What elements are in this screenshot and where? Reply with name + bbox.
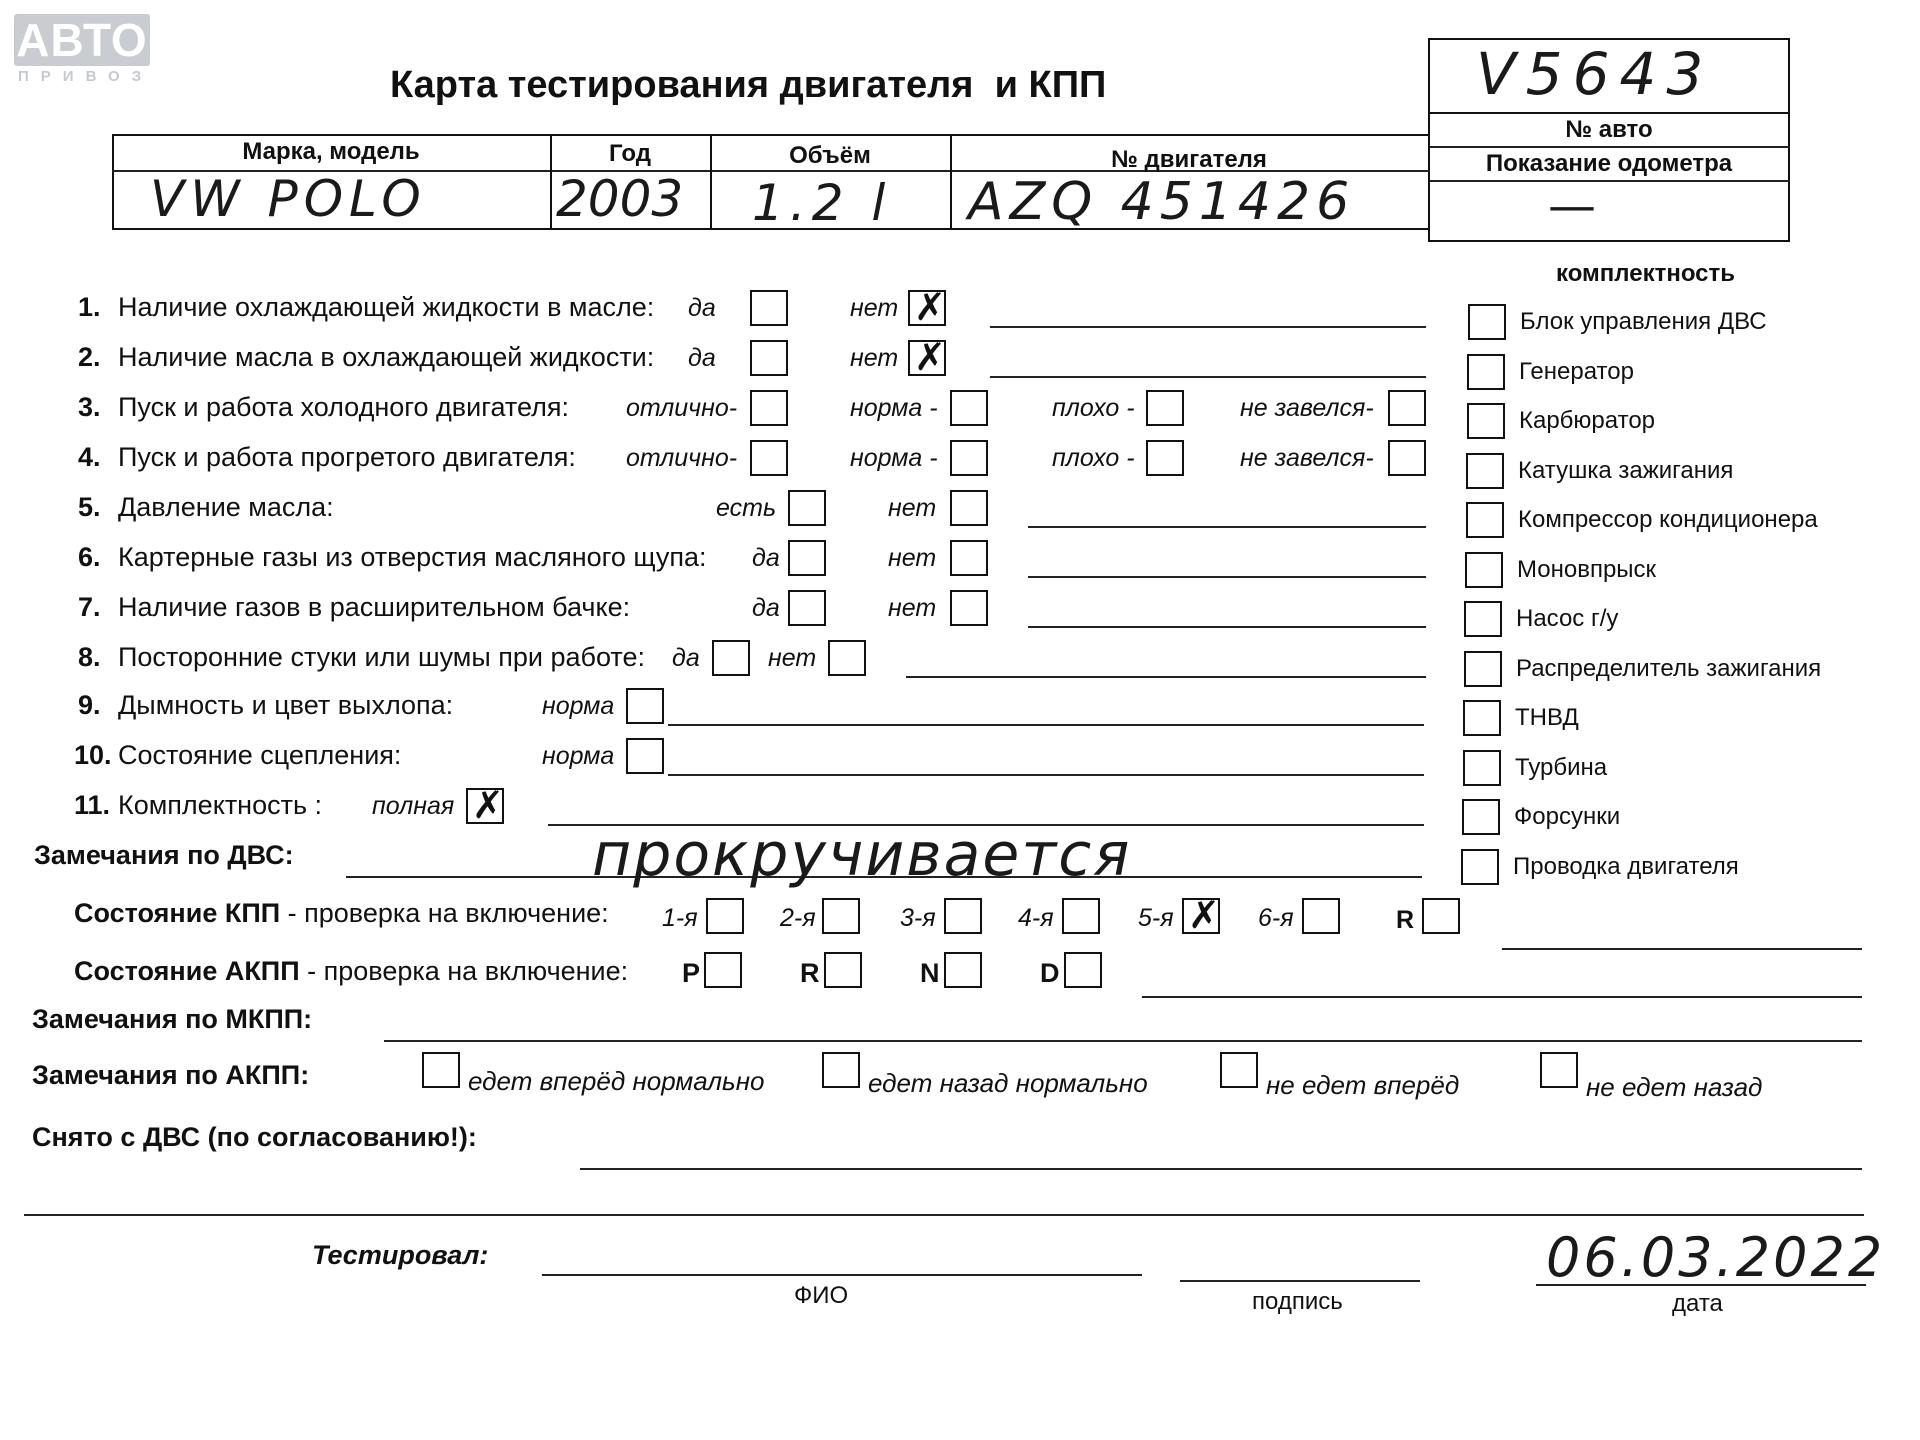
question-option-label: отлично- [626, 444, 738, 472]
question-option-checkbox[interactable] [788, 540, 826, 576]
question-option-label: отлично- [626, 394, 738, 422]
answer-line [1028, 526, 1426, 528]
engine-remarks-label: Замечания по ДВС: [34, 840, 294, 870]
question-option-label: есть [716, 494, 777, 522]
question-option-label: норма [542, 692, 615, 720]
question-option-checkbox[interactable] [750, 340, 788, 376]
odometer-divider [1428, 180, 1790, 182]
akpp-label [74, 956, 628, 987]
question-option-label: плохо - [1052, 394, 1135, 422]
akpp-gear-label: R [800, 958, 820, 988]
value-year: 2003 [556, 170, 684, 228]
car-number-label: № авто [1565, 116, 1653, 143]
question-option-label: да [688, 344, 716, 372]
question-option-label: норма - [850, 444, 938, 472]
question-option-checkbox[interactable] [1388, 440, 1426, 476]
akpp-remark-checkbox[interactable] [1220, 1052, 1258, 1088]
question-number: 9. [78, 690, 101, 720]
akpp-label-rest: - проверка на включение: [299, 956, 629, 986]
question-number: 10. [74, 740, 112, 770]
logo [14, 14, 150, 66]
question-option-checkbox[interactable] [908, 335, 946, 379]
bottom-divider [24, 1214, 1864, 1216]
page-title: Карта тестирования двигателя и КПП [390, 64, 1107, 106]
question-option-label: нет [850, 344, 899, 372]
question-option-checkbox[interactable] [1146, 390, 1184, 426]
value-volume: 1.2 l [752, 174, 892, 232]
question-text: Наличие газов в расширительном бачке: [118, 592, 631, 622]
completeness-item-label: Карбюратор [1519, 407, 1656, 434]
question-text: Дымность и цвет выхлопа: [118, 690, 454, 720]
question-text: Пуск и работа холодного двигателя: [118, 392, 569, 422]
answer-line [668, 774, 1424, 776]
completeness-checkbox[interactable] [1463, 700, 1501, 736]
completeness-item-label: Распределитель зажигания [1516, 654, 1822, 682]
question-option-checkbox[interactable] [1146, 440, 1184, 476]
completeness-checkbox[interactable] [1465, 552, 1503, 588]
question-option-checkbox[interactable] [788, 590, 826, 626]
question-option-checkbox[interactable] [712, 640, 750, 676]
question-option-label: да [752, 544, 780, 572]
question-option-label: нет [888, 594, 937, 622]
engine-remarks-value: прокручивается [592, 820, 1132, 890]
kpp-gear-label: R [1396, 906, 1415, 934]
akpp-gear-label: N [920, 958, 940, 988]
question-option-checkbox[interactable] [950, 440, 988, 476]
question-number: 8. [78, 642, 101, 672]
question-number: 3. [78, 392, 101, 422]
completeness-item-label: Форсунки [1514, 803, 1621, 830]
completeness-item-label: Компрессор кондиционера [1518, 506, 1818, 533]
question-option-checkbox[interactable] [1388, 390, 1426, 426]
akpp-remark-label: едет назад нормально [868, 1068, 1148, 1098]
date-value: 06.03.2022 [1546, 1226, 1886, 1289]
check-mark-icon: ✗ [914, 335, 946, 379]
akpp-gear-checkbox[interactable] [704, 952, 742, 988]
fio-label: ФИО [794, 1282, 849, 1309]
completeness-title: комплектность [1556, 260, 1736, 287]
question-option-label: не завелся- [1240, 444, 1374, 472]
logo-subtext: ПРИВОЗ [18, 68, 154, 85]
question-option-checkbox[interactable] [908, 285, 946, 329]
question-option-checkbox[interactable] [950, 490, 988, 526]
akpp-remark-checkbox[interactable] [422, 1052, 460, 1088]
car-number-value: V5643 [1476, 40, 1714, 108]
question-option-checkbox[interactable] [950, 590, 988, 626]
question-option-checkbox[interactable] [626, 738, 664, 774]
completeness-checkbox[interactable] [1468, 304, 1506, 340]
akpp-gear-checkbox[interactable] [944, 952, 982, 988]
completeness-checkbox[interactable] [1464, 651, 1502, 687]
akpp-remark-label: не едет вперёд [1266, 1070, 1460, 1100]
completeness-checkbox[interactable] [1464, 601, 1502, 637]
completeness-checkbox[interactable] [1463, 750, 1501, 786]
check-mark-icon: ✗ [472, 783, 504, 827]
odometer-divider-top [1428, 146, 1790, 148]
question-number: 7. [78, 592, 101, 622]
question-option-label: нет [768, 644, 817, 672]
question-option-label: плохо - [1052, 444, 1135, 472]
question-number: 4. [78, 442, 101, 472]
question-number: 5. [78, 492, 101, 522]
completeness-item-label: Генератор [1519, 357, 1634, 385]
kpp-gear-label: 4-я [1018, 904, 1054, 932]
kpp-gear-label: 5-я [1138, 904, 1174, 932]
kpp-label [74, 898, 609, 929]
kpp-gear-label: 1-я [662, 904, 698, 932]
kpp-gear-checkbox[interactable] [1302, 898, 1340, 934]
tested-by-label: Тестировал: [312, 1240, 489, 1270]
check-mark-icon: ✗ [914, 285, 946, 329]
question-option-label: полная [372, 792, 455, 820]
question-option-label: нет [888, 494, 937, 522]
question-option-checkbox[interactable] [750, 290, 788, 326]
question-option-label: норма [542, 742, 615, 770]
logo-text: АВТО [16, 14, 148, 66]
odometer-label: Показание одометра [1485, 150, 1733, 177]
question-text: Наличие масла в охлаждающей жидкости: [118, 342, 655, 372]
akpp-remark-checkbox[interactable] [822, 1052, 860, 1088]
akpp-remark-label: едет вперёд нормально [468, 1066, 765, 1096]
value-engine-no: AZQ 451426 [968, 172, 1356, 232]
fio-line [542, 1274, 1142, 1276]
mkpp-remarks-line [384, 1040, 1862, 1042]
removed-label: Снято с ДВС (по согласованию!): [32, 1122, 477, 1152]
question-option-checkbox[interactable] [750, 390, 788, 426]
question-option-checkbox[interactable] [626, 688, 664, 724]
odometer-value: — [1548, 178, 1596, 234]
question-text: Давление масла: [118, 492, 334, 522]
answer-line [990, 376, 1426, 378]
header-col-volume: Объём [789, 142, 871, 169]
completeness-checkbox[interactable] [1462, 799, 1500, 835]
completeness-checkbox[interactable] [1467, 354, 1505, 390]
completeness-checkbox[interactable] [1466, 502, 1504, 538]
akpp-gear-checkbox[interactable] [824, 952, 862, 988]
question-text: Комплектность : [118, 790, 323, 820]
value-model: VW POLO [150, 170, 427, 228]
kpp-gear-label: 3-я [900, 904, 936, 932]
question-option-label: да [752, 594, 780, 622]
date-label: дата [1672, 1290, 1723, 1317]
akpp-line [1142, 996, 1862, 998]
kpp-gear-label: 6-я [1258, 904, 1294, 932]
question-option-checkbox[interactable] [466, 783, 504, 827]
kpp-gear-checkbox[interactable] [1062, 898, 1100, 934]
question-number: 2. [78, 342, 101, 372]
question-text: Посторонние стуки или шумы при работе: [118, 642, 645, 672]
answer-line [990, 326, 1426, 328]
akpp-remarks-label: Замечания по АКПП: [32, 1060, 310, 1090]
question-option-label: нет [850, 294, 899, 322]
akpp-label-bold: Состояние АКПП [74, 956, 300, 986]
completeness-item-label: Насос г/у [1516, 605, 1619, 632]
kpp-gear-checkbox[interactable] [822, 898, 860, 934]
completeness-item-label: Турбина [1515, 753, 1608, 781]
kpp-gear-label: 2-я [780, 904, 816, 932]
question-option-checkbox[interactable] [828, 640, 866, 676]
question-option-label: не завелся- [1240, 394, 1374, 422]
removed-line [580, 1168, 1862, 1170]
header-col-model: Марка, модель [242, 138, 420, 165]
answer-line [1028, 576, 1426, 578]
question-number: 1. [78, 292, 101, 322]
akpp-remark-label: не едет назад [1586, 1072, 1763, 1102]
sign-label: подпись [1252, 1288, 1343, 1315]
completeness-item-label: Блок управления ДВС [1520, 308, 1767, 335]
question-option-checkbox[interactable] [788, 490, 826, 526]
question-option-label: нет [888, 544, 937, 572]
kpp-label-bold: Состояние КПП [74, 898, 281, 928]
kpp-gear-checkbox[interactable] [1422, 898, 1460, 934]
question-option-label: норма - [850, 394, 938, 422]
answer-line [1028, 626, 1426, 628]
kpp-line [1502, 948, 1862, 950]
akpp-gear-label: D [1040, 958, 1060, 988]
header-col-engine-no: № двигателя [1111, 146, 1267, 173]
completeness-item-label: Моновпрыск [1517, 555, 1657, 583]
mkpp-remarks-label: Замечания по МКПП: [32, 1004, 313, 1034]
question-option-checkbox[interactable] [750, 440, 788, 476]
sign-line [1180, 1280, 1420, 1282]
completeness-item-label: Катушка зажигания [1518, 456, 1734, 484]
check-mark-icon: ✗ [1188, 893, 1220, 937]
question-option-label: да [688, 294, 716, 322]
question-option-checkbox[interactable] [950, 390, 988, 426]
kpp-label-rest: - проверка на включение: [280, 898, 609, 928]
question-option-label: да [672, 644, 700, 672]
question-text: Состояние сцепления: [118, 740, 402, 770]
completeness-checkbox[interactable] [1467, 403, 1505, 439]
completeness-checkbox[interactable] [1461, 849, 1499, 885]
answer-line [668, 724, 1424, 726]
akpp-gear-checkbox[interactable] [1064, 952, 1102, 988]
question-text: Картерные газы из отверстия масляного щупа: [118, 542, 707, 572]
question-option-checkbox[interactable] [950, 540, 988, 576]
question-number: 11. [74, 790, 111, 820]
kpp-gear-checkbox[interactable] [1182, 893, 1220, 937]
answer-line [906, 676, 1426, 678]
question-text: Пуск и работа прогретого двигателя: [118, 442, 576, 472]
question-number: 6. [78, 542, 101, 572]
akpp-remark-checkbox[interactable] [1540, 1052, 1578, 1088]
kpp-gear-checkbox[interactable] [944, 898, 982, 934]
question-text: Наличие охлаждающей жидкости в масле: [118, 292, 655, 322]
completeness-item-label: Проводка двигателя [1513, 852, 1739, 880]
header-col-year: Год [609, 140, 651, 167]
akpp-gear-label: P [682, 958, 701, 988]
completeness-checkbox[interactable] [1466, 453, 1504, 489]
kpp-gear-checkbox[interactable] [706, 898, 744, 934]
completeness-item-label: ТНВД [1515, 704, 1579, 731]
